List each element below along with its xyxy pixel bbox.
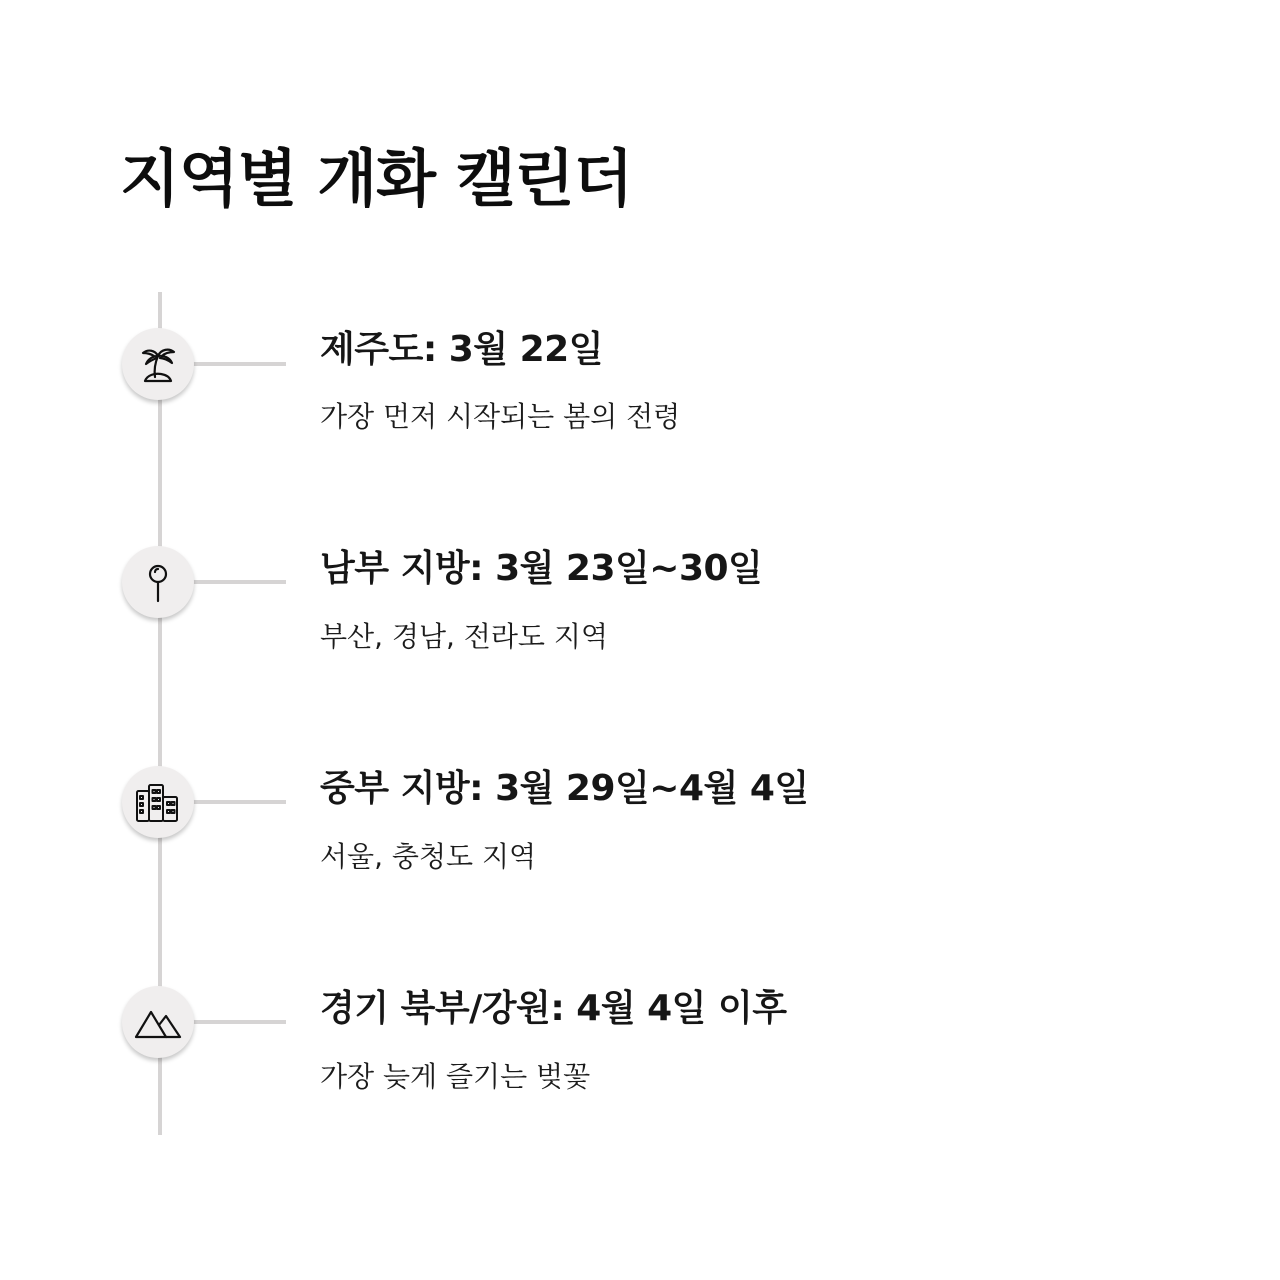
timeline-connector	[192, 580, 286, 584]
mountains-icon	[133, 997, 183, 1047]
event-title: 제주도: 3월 22일	[320, 329, 603, 370]
event-description: 서울, 충청도 지역	[320, 840, 537, 873]
city-buildings-icon	[133, 777, 183, 827]
timeline-connector	[192, 800, 286, 804]
timeline-connector	[192, 362, 286, 366]
timeline-node	[122, 328, 194, 400]
palm-tree-island-icon	[133, 339, 183, 389]
map-pin-icon	[133, 557, 183, 607]
timeline-connector	[192, 1020, 286, 1024]
timeline-event-central	[0, 730, 1280, 890]
event-description: 가장 먼저 시작되는 봄의 전령	[320, 400, 681, 433]
event-description: 부산, 경남, 전라도 지역	[320, 620, 608, 653]
event-title: 중부 지방: 3월 29일~4월 4일	[320, 768, 809, 809]
event-title: 경기 북부/강원: 4월 4일 이후	[320, 988, 787, 1029]
timeline-event-south	[0, 510, 1280, 670]
page-title: 지역별 개화 캘린더	[120, 142, 633, 215]
timeline-node	[122, 546, 194, 618]
timeline-event-north	[0, 950, 1280, 1110]
event-title: 남부 지방: 3월 23일~30일	[320, 548, 763, 589]
event-description: 가장 늦게 즐기는 벚꽃	[320, 1060, 591, 1093]
timeline-event-jeju	[0, 290, 1280, 450]
timeline-node	[122, 766, 194, 838]
timeline-node	[122, 986, 194, 1058]
